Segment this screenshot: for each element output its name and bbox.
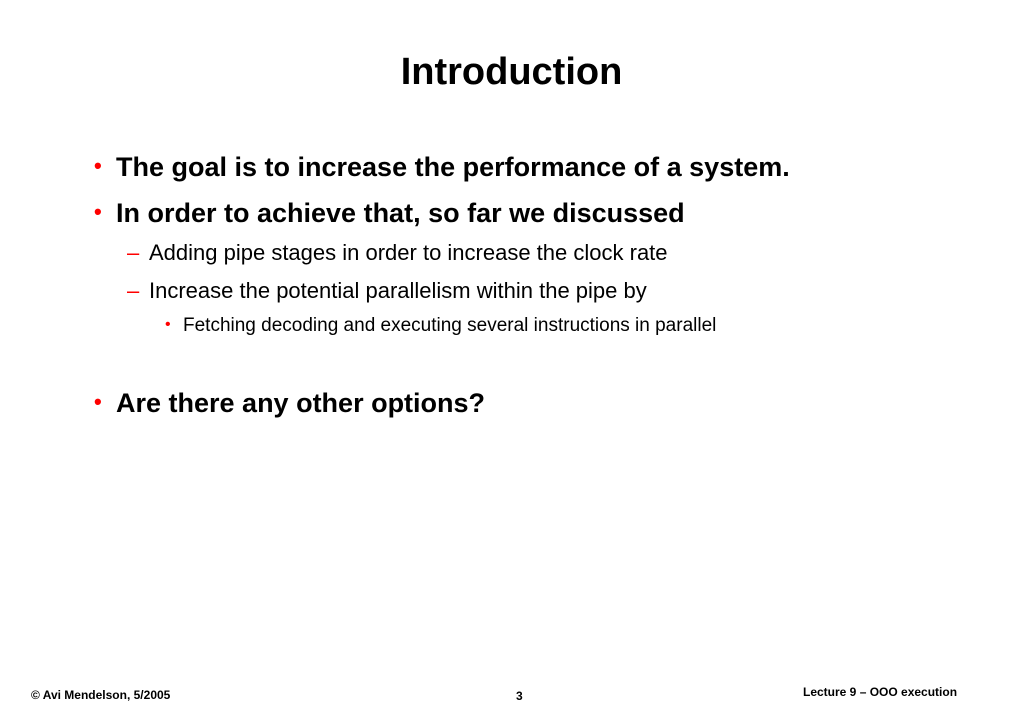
bullet-dot-icon: • xyxy=(165,316,171,333)
bullet-dot-icon: • xyxy=(94,389,102,414)
footer-page-number: 3 xyxy=(516,689,523,703)
bullet-item-so-far xyxy=(94,196,685,229)
bullet-dot-icon: • xyxy=(94,153,102,178)
bullet-item-goal xyxy=(94,150,790,183)
footer-copyright: © Avi Mendelson, 5/2005 xyxy=(31,688,171,702)
sub-bullet-item-parallelism xyxy=(127,278,647,304)
footer-lecture-title: Lecture 9 – OOO execution xyxy=(803,685,958,699)
sub-bullet-text: Adding pipe stages in order to increase the clock rate xyxy=(149,240,668,265)
bullet-text: In order to achieve that, so far we discussed xyxy=(116,198,685,228)
bullet-text: Are there any other options? xyxy=(116,388,486,418)
sub-bullet-item-pipe-stages xyxy=(127,240,668,266)
sub-sub-bullet-text: Fetching decoding and executing several instructions in parallel xyxy=(183,315,717,336)
bullet-text: The goal is to increase the performance of a system. xyxy=(116,152,790,182)
slide-title: Introduction xyxy=(400,51,623,93)
dash-icon: – xyxy=(127,240,140,265)
dash-icon: – xyxy=(127,278,140,303)
bullet-item-other-options xyxy=(94,386,485,419)
sub-sub-bullet-item-fetching xyxy=(165,314,716,337)
sub-bullet-text: Increase the potential parallelism within the pipe by xyxy=(149,278,647,303)
bullet-dot-icon: • xyxy=(94,199,102,224)
